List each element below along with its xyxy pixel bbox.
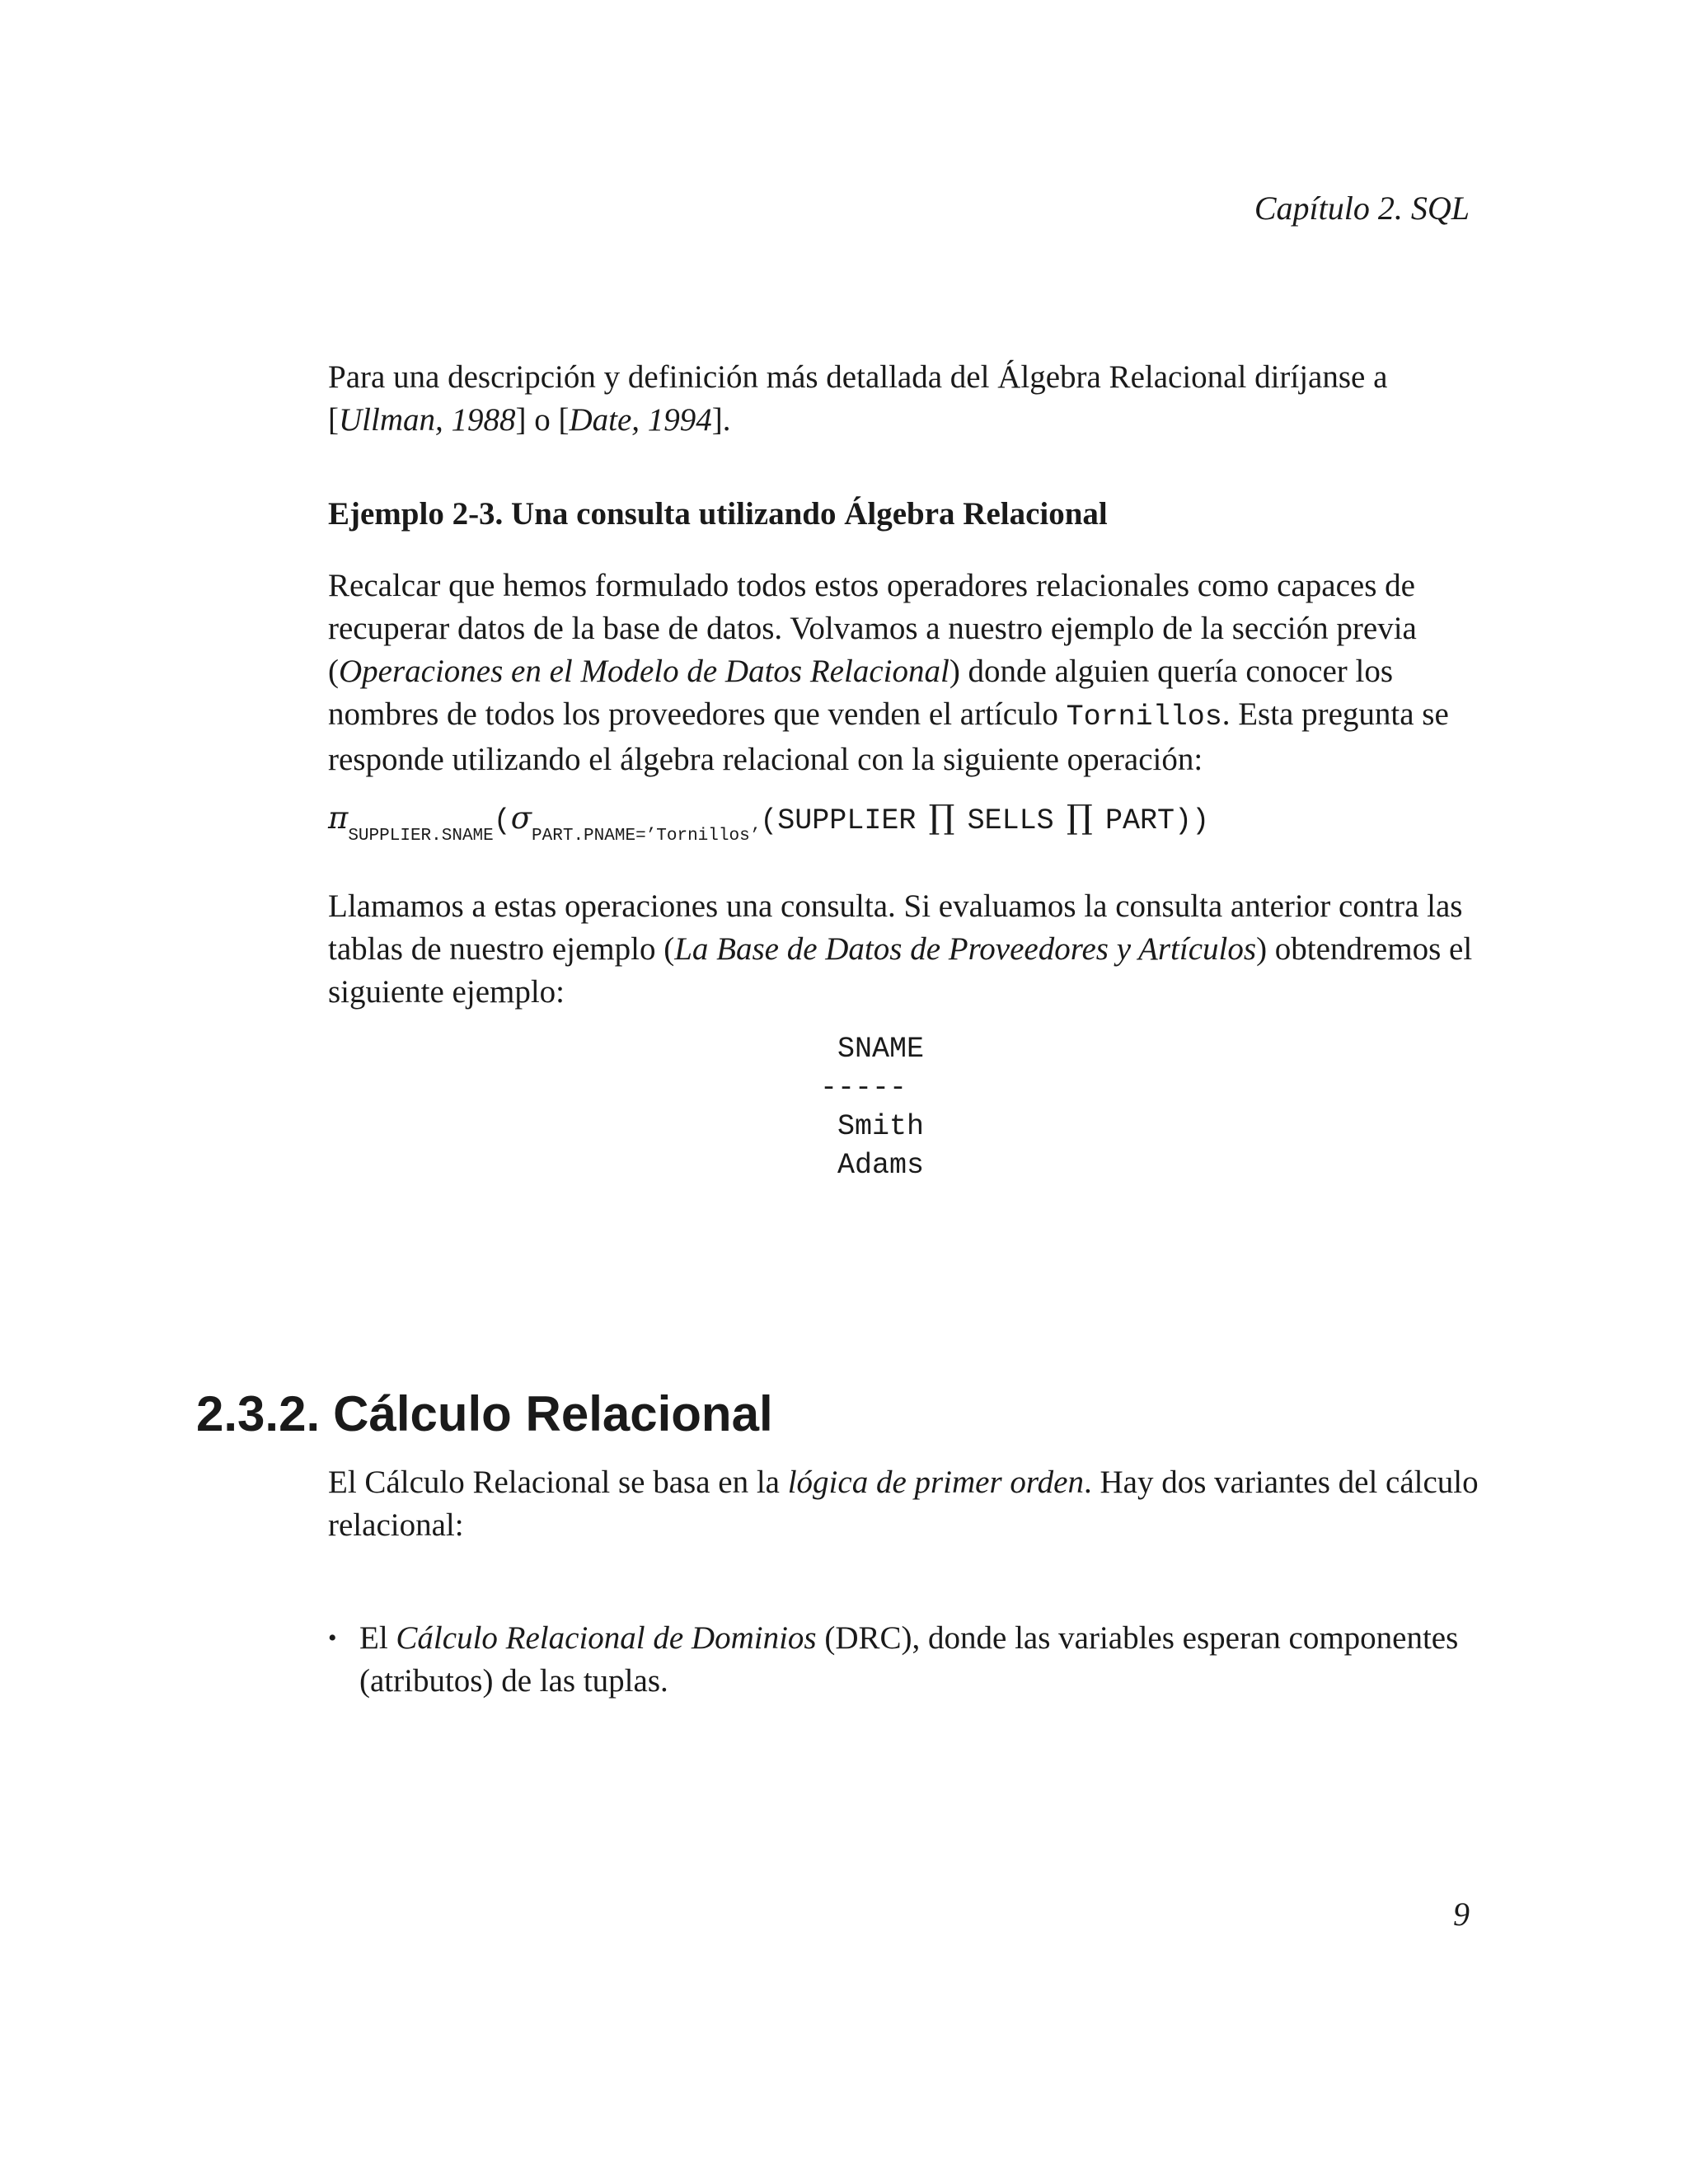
citation-ullman[interactable]: Ullman, 1988 <box>339 402 516 438</box>
section-title: Cálculo Relacional <box>333 1386 773 1441</box>
intro-text: ] o [ <box>515 402 570 438</box>
formula-text: SELLS <box>967 804 1054 837</box>
formula-paren: ( <box>493 804 511 837</box>
page-number: 9 <box>1453 1896 1470 1933</box>
paragraph-text: . Esta pregunta se responde utilizando el álgebra relacional con la siguiente operación: <box>328 696 1449 777</box>
result-row: Smith <box>820 1110 925 1143</box>
intro-text: Para una descripción y definición más detallada del Álgebra Relacional diríjanse a [ <box>328 359 1388 438</box>
section-number: 2.3.2. <box>196 1386 321 1441</box>
projection-subscript: SUPPLIER.SNAME <box>348 827 494 846</box>
cross-reference-link[interactable]: La Base de Datos de Proveedores y Artículos <box>674 931 1257 967</box>
result-row: Adams <box>820 1149 925 1182</box>
selection-subscript: PART.PNAME=’Tornillos’ <box>532 827 761 846</box>
paragraph-text: . Hay dos variantes del cálculo relacional: <box>328 1465 1479 1543</box>
product-symbol: ∏ <box>928 799 955 837</box>
formula-text: PART)) <box>1105 804 1210 837</box>
inline-code: Tornillos <box>1066 701 1222 733</box>
cross-reference-link[interactable]: Operaciones en el Modelo de Datos Relacional <box>339 654 950 689</box>
example-paragraph <box>328 565 1482 781</box>
bullet-marker: • <box>328 1624 337 1652</box>
formula-text: (SUPPLIER <box>760 804 917 837</box>
intro-text: ]. <box>711 402 731 438</box>
product-symbol: ∏ <box>1066 799 1093 837</box>
example-paragraph <box>328 885 1482 1014</box>
list-item <box>328 1617 1482 1703</box>
list-text: El <box>359 1620 396 1656</box>
paragraph-text: Llamamos a estas operaciones una consulta. Si evaluamos la consulta anterior contra las tablas de nuestro ejemplo ( <box>328 888 1463 967</box>
intro-paragraph <box>328 356 1482 442</box>
list-text: (DRC), donde las variables esperan componentes (atributos) de las tuplas. <box>359 1620 1459 1699</box>
running-header: Capítulo 2. SQL <box>1254 190 1470 227</box>
paragraph-text: Recalcar que hemos formulado todos estos operadores relacionales como capaces de recuperar datos de la base de datos. Volvamos a nuestro ejemplo de la sección previa ( <box>328 568 1417 689</box>
relational-algebra-formula <box>328 796 1209 846</box>
citation-date[interactable]: Date, 1994 <box>569 402 712 438</box>
emphasis: lógica de primer orden <box>787 1465 1084 1500</box>
paragraph-text: ) donde alguien quería conocer los nombres de todos los proveedores que venden el artículo <box>328 654 1394 732</box>
section-paragraph <box>328 1461 1482 1547</box>
selection-symbol: σ <box>510 800 532 836</box>
result-rule: ----- <box>820 1071 907 1104</box>
projection-symbol: π <box>328 800 349 836</box>
query-result <box>820 1030 924 1185</box>
example-title: Ejemplo 2-3. Una consulta utilizando Álgebra Relacional <box>328 496 1108 532</box>
paragraph-text: ) obtendremos el siguiente ejemplo: <box>328 931 1473 1010</box>
list-item-text <box>359 1617 1482 1703</box>
emphasis: Cálculo Relacional de Dominios <box>396 1620 817 1656</box>
result-header: SNAME <box>820 1033 925 1066</box>
section-heading <box>196 1385 773 1444</box>
paragraph-text: El Cálculo Relacional se basa en la <box>328 1465 788 1500</box>
